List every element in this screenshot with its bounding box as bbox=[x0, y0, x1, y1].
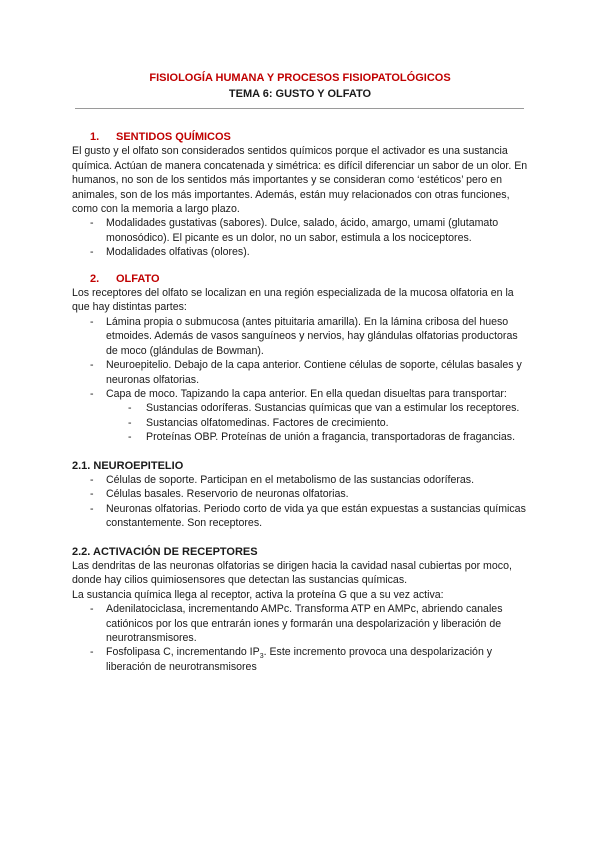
bullet-dash: - bbox=[90, 473, 94, 486]
list-item bbox=[72, 358, 528, 387]
sublist-item-text: Proteínas OBP. Proteínas de unión a fragancia, transportadoras de fragancias. bbox=[146, 431, 516, 444]
sublist-item bbox=[72, 430, 528, 444]
list-item-text-end: . Este incremento provoca una despolarización y liberación de neurotransmisores bbox=[106, 646, 493, 673]
course-title: FISIOLOGÍA HUMANA Y PROCESOS FISIOPATOLÓGICOS bbox=[149, 72, 451, 84]
bullet-dash: - bbox=[90, 646, 94, 659]
bullet-dash: - bbox=[128, 416, 132, 429]
section-2-list bbox=[72, 315, 528, 401]
section-1-heading bbox=[72, 130, 528, 144]
document-body bbox=[72, 130, 528, 674]
list-item bbox=[72, 315, 528, 358]
sublist-item-text: Sustancias odoríferas. Sustancias químicas que van a estimular los receptores. bbox=[146, 402, 520, 415]
sublist-item-text: Sustancias olfatomedinas. Factores de crecimiento. bbox=[146, 416, 389, 429]
section-title: SENTIDOS QUÍMICOS bbox=[116, 131, 231, 143]
bullet-dash: - bbox=[128, 431, 132, 444]
list-item-text-start: Fosfolipasa C, incrementando IP bbox=[106, 646, 260, 659]
list-item-text: Células de soporte. Participan en el metabolismo de las sustancias odoríferas. bbox=[106, 473, 475, 486]
section-2-2-paragraph-2: La sustancia química llega al receptor, activa la proteína G que a su vez activa: bbox=[72, 588, 444, 601]
subscript-3: 3 bbox=[259, 653, 264, 661]
header-divider bbox=[75, 108, 524, 109]
list-item bbox=[72, 502, 528, 531]
topic-title: TEMA 6: GUSTO Y OLFATO bbox=[228, 88, 372, 100]
section-2-2-paragraph-1: Las dendritas de las neuronas olfatorias se dirigen hacia la cavidad nasal cubiertas por moco, donde hay cilios quimiosensores que detectan las sustancias químicas. bbox=[72, 559, 512, 587]
bullet-dash: - bbox=[90, 488, 94, 501]
list-item bbox=[72, 602, 528, 645]
list-item-text: Neuronas olfatorias. Periodo corto de vida ya que están expuestas a sustancias químicas constantemente. Son receptores. bbox=[106, 502, 526, 530]
bullet-dash: - bbox=[90, 502, 94, 515]
sublist-item bbox=[72, 416, 528, 430]
list-item bbox=[72, 216, 528, 245]
bullet-dash: - bbox=[90, 217, 94, 230]
list-item bbox=[72, 645, 528, 674]
section-2-2-list bbox=[72, 602, 528, 674]
section-number: 1. bbox=[90, 131, 100, 143]
section-2-sublist bbox=[72, 401, 528, 444]
list-item-text: Modalidades olfativas (olores). bbox=[106, 246, 250, 259]
list-item bbox=[72, 387, 528, 401]
bullet-dash: - bbox=[90, 387, 94, 400]
section-2-heading bbox=[72, 272, 528, 286]
list-item bbox=[72, 473, 528, 487]
section-2-paragraph: Los receptores del olfato se localizan en una región especializada de la mucosa olfatoria en la que hay distintas partes: bbox=[72, 287, 514, 314]
list-item-text: Modalidades gustativas (sabores). Dulce, salado, ácido, amargo, umami (glutamato monosódico). El picante es un dolor, no un sabor, estimula a los nociceptores. bbox=[106, 217, 499, 244]
list-item-text: Células basales. Reservorio de neuronas olfatorias. bbox=[106, 488, 349, 501]
section-1-list bbox=[72, 216, 528, 259]
list-item-text: Adenilatociclasa, incrementando AMPc. Transforma ATP en AMPc, abriendo canales catiónicos por los que entrarán iones y formarán una despolarización y liberación de neurotransmisores. bbox=[106, 603, 503, 644]
bullet-dash: - bbox=[128, 402, 132, 415]
list-item-text: Lámina propia o submucosa (antes pituitaria amarilla). En la lámina cribosa del hueso etmoides. Además de vasos sanguíneos y nervios, hay glándulas olfatorias productoras de moco (glándulas de Bowman). bbox=[106, 315, 518, 357]
section-2-2-heading: 2.2. ACTIVACIÓN DE RECEPTORES bbox=[72, 545, 258, 558]
section-2-1-list bbox=[72, 473, 528, 531]
section-number: 2. bbox=[90, 272, 100, 285]
bullet-dash: - bbox=[90, 603, 94, 616]
bullet-dash: - bbox=[90, 359, 94, 372]
list-item-text bbox=[106, 646, 492, 672]
section-title: OLFATO bbox=[116, 272, 160, 285]
list-item-text: Capa de moco. Tapizando la capa anterior. En ella quedan disueltas para transportar: bbox=[106, 387, 507, 400]
list-item bbox=[72, 245, 528, 259]
list-item-text: Neuroepitelio. Debajo de la capa anterior. Contiene células de soporte, células basales y neuronas olfatorias. bbox=[106, 359, 522, 386]
section-1-paragraph: El gusto y el olfato son considerados sentidos químicos porque el activador es una sustancia química. Actúan de manera concatenada y simétrica: es difícil diferenciar un sabor de un olor. En humanos, no son de los sentidos más importantes y se consideran como ‘estéticos’ pero en animales, son de los más importantes. Además, están muy relacionados con otras funciones, como con la memoria a largo plazo. bbox=[72, 145, 528, 216]
bullet-dash: - bbox=[90, 315, 94, 328]
section-2-1-heading: 2.1. NEUROEPITELIO bbox=[72, 459, 184, 472]
list-item bbox=[72, 487, 528, 501]
bullet-dash: - bbox=[90, 246, 94, 259]
sublist-item bbox=[72, 401, 528, 415]
